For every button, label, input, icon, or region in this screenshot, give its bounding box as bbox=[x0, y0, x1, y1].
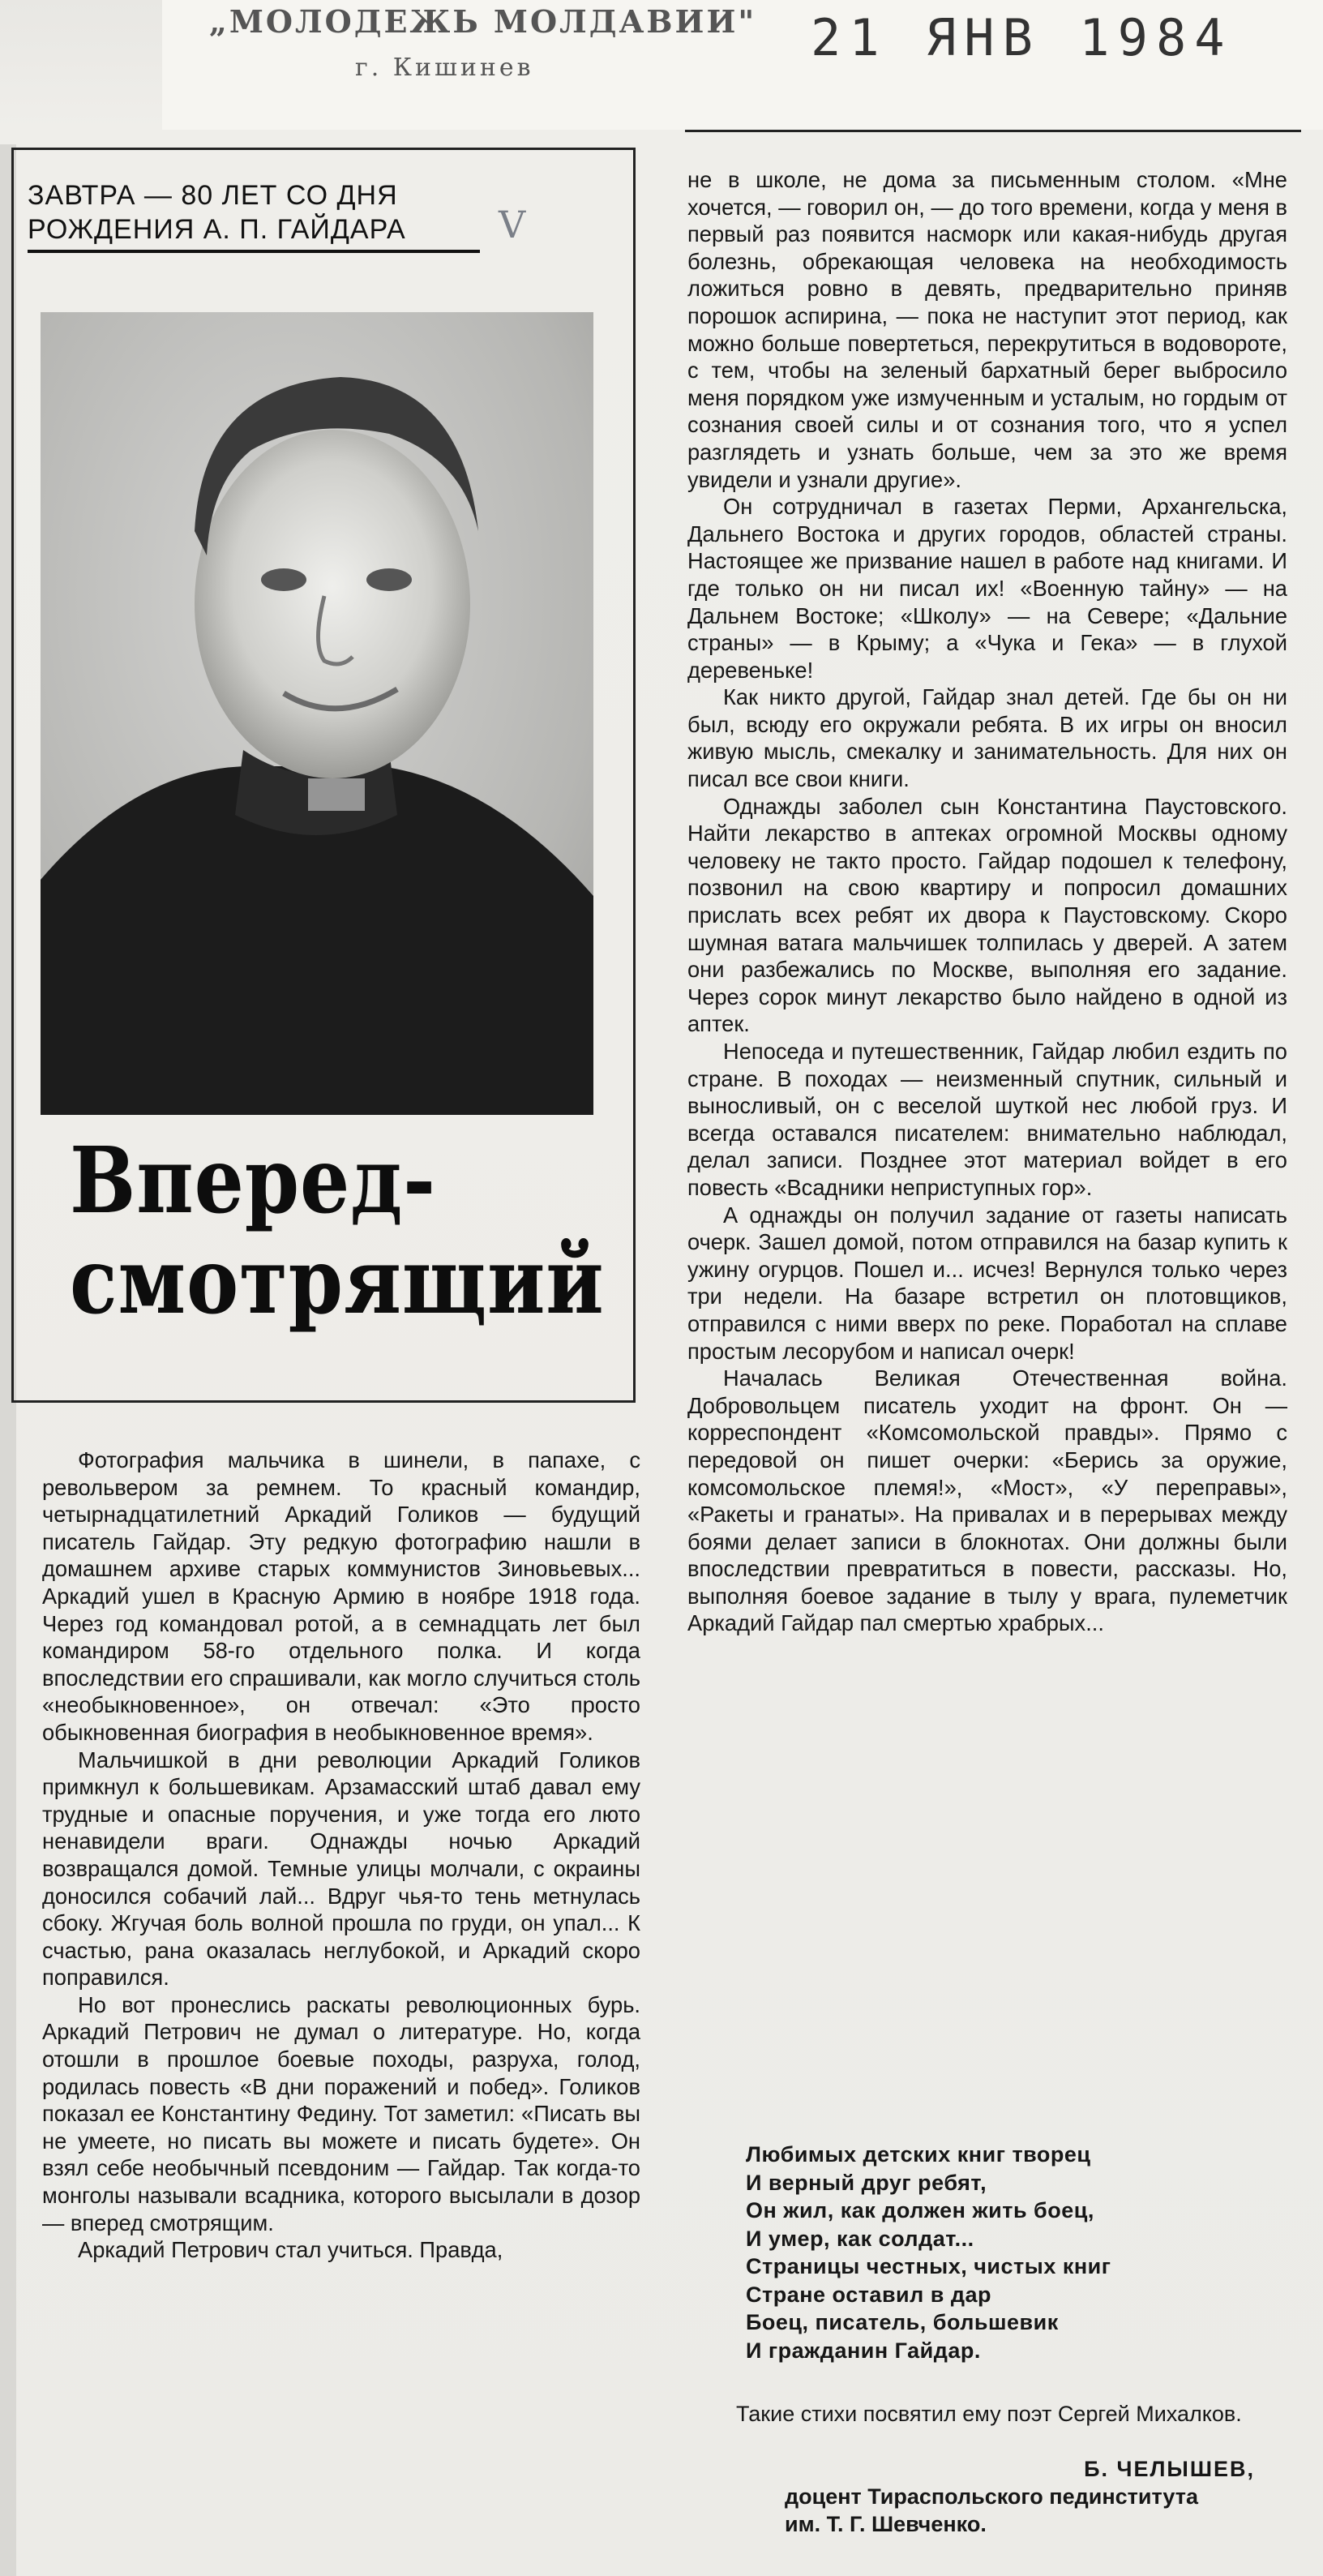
kicker-line-2: РОЖДЕНИЯ А. П. ГАЙДАРА bbox=[28, 214, 406, 245]
paragraph: Мальчишкой в дни революции Аркадий Голиков примкнул к большевикам. Арзамасский штаб давал ему трудные и опасные поручения, и уже тогда его люто ненавидели враги. Однажды ночью Аркадий возвращался домой. Темные улицы молчали, с окраины доносился собачий лай... Вдруг чья-то тень метнулась сбоку. Жгучая боль волной прошла по груди, он упал... К счастью, рана оказалась неглубокой, и Аркадий скоро поправился. bbox=[42, 1747, 640, 1991]
author-title-2: им. Т. Г. Шевченко. bbox=[785, 2512, 987, 2536]
poem-line: Страницы честных, чистых книг bbox=[746, 2254, 1111, 2278]
paragraph: Началась Великая Отечественная война. Добровольцем писатель уходит на фронт. Он — корреспондент «Комсомольской правды». Прямо с передовой он пишет очерки: «Берись за оружие, комсомольское племя!», «Мост», «У переправы», «Ракеты и гранаты». На привалах и в перерывах между боями делает записи в блокнотах. Они должны были впоследствии превратиться в повести, рассказы. Но, выполняя боевое задание в тылу у врага, пулеметчик Аркадий Гайдар пал смертью храбрых... bbox=[687, 1365, 1287, 1636]
paragraph: А однажды он получил задание от газеты написать очерк. Зашел домой, потом отправился на базар купить к ужину огурцов. Пошел и... исчез! Вернулся только через три недели. На базаре встретил он плотовщиков, отправился с ними вверх по реке. Поработал на сплаве простым лесорубом и написал очерк! bbox=[687, 1202, 1287, 1364]
kicker-underline bbox=[28, 250, 480, 253]
paragraph: Он сотрудничал в газетах Перми, Архангельска, Дальнего Востока и других городов, областей страны. Настоящее же призвание нашел в работе над книгами. И где только он ни писал их! «Военную тайну» — на Дальнем Востоке; «Школу» — на Севере; «Дальние страны» — в Крыму; а «Чука и Гека» — в глухой деревеньке! bbox=[687, 494, 1287, 683]
poem-line: И умер, как солдат... bbox=[746, 2226, 974, 2251]
paragraph: не в школе, не дома за письменным столом. «Мне хочется, — говорил он, — до того времени, когда у меня в первый раз появится насморк или какая-нибудь другая болезнь, обрекающая человека на необходимость ложиться ровно в девять, предварительно приняв порошок аспирина, — пока не наступит этот период, как можно больше повертеться, перекрутиться в водовороте, с тем, чтобы на зеленый бархатный берег выбросило меня порядком уже измученным и усталым, но гордым от сознания своей силы и от сознания того, что я успел разглядеть и узнать больше, чем за это же время увидели и узнали другие». bbox=[687, 167, 1287, 492]
poem bbox=[746, 2141, 1248, 2364]
portrait-image bbox=[41, 312, 593, 1115]
portrait-photo bbox=[41, 312, 593, 1115]
paragraph: Фотография мальчика в шинели, в папахе, с револьвером за ремнем. То красный командир, четырнадцатилетний Аркадий Голиков — будущий писатель Гайдар. Эту редкую фотографию нашли в домашнем архиве старых коммунистов Зиновьевых... Аркадий ушел в Красную Армию в ноябре 1918 года. Через год командовал ротой, а в семнадцать лет был командиром 58-го отдельного полка. И когда впоследствии его спрашивали, как могло случиться столь «необыкновенное», он отвечал: «Это просто обыкновенная биография в необыкновенное время». bbox=[42, 1447, 640, 1745]
poem-line: Он жил, как должен жить боец, bbox=[746, 2198, 1094, 2222]
paragraph: Аркадий Петрович стал учиться. Правда, bbox=[78, 2237, 503, 2263]
poem-line: И гражданин Гайдар. bbox=[746, 2338, 981, 2363]
headline bbox=[70, 1128, 605, 1335]
paragraph: Однажды заболел сын Константина Паустовского. Найти лекарство в аптеках огромной Москвы одному человеку не такто просто. Гайдар подошел к телефону, позвонил на свою квартиру и попросил домашних прислать всех ребят их двора к Паустовскому. Скоро шумная ватага мальчишек толпилась у дверей. А затем они разбежались по Москве, выполняя его задание. Через сорок минут лекарство было найдено в одной из аптек. bbox=[687, 793, 1287, 1037]
stamp-newspaper-name: „МОЛОДЕЖЬ МОЛДАВИИ" bbox=[209, 3, 757, 40]
article-column-2 bbox=[687, 166, 1287, 1637]
headline-line-1: Вперед- bbox=[70, 1128, 437, 1234]
poem-line: Боец, писатель, большевик bbox=[746, 2310, 1059, 2334]
headline-line-2: смотрящий bbox=[70, 1228, 605, 1335]
stamp-date: 21 ЯНВ 1984 bbox=[811, 8, 1233, 67]
paragraph: Но вот пронеслись раскаты революционных бурь. Аркадий Петрович не думал о литературе. Но, когда отошли в прошлое боевые походы, разруха, голод, родилась повесть «В дни поражений и побед». Голиков показал ее Константину Федину. Тот заметил: «Писать вы не умеете, но писать вы можете и писать будете». Он взял себе необычный псевдоним — Гайдар. Так когда-то монголы называли всадника, которого высылали в дозор — вперед смотрящим. bbox=[42, 1991, 640, 2235]
poem-line: И верный друг ребят, bbox=[746, 2170, 987, 2195]
column-top-rule bbox=[685, 130, 1301, 132]
poem-line: Стране оставил в дар bbox=[746, 2282, 992, 2307]
author-name: Б. ЧЕЛЫШЕВ, bbox=[1084, 2457, 1255, 2481]
poem-line: Любимых детских книг творец bbox=[746, 2142, 1091, 2167]
kicker bbox=[28, 178, 514, 246]
article-column-1 bbox=[42, 1447, 640, 2264]
kicker-line-1: ЗАВТРА — 80 ЛЕТ СО ДНЯ bbox=[28, 180, 398, 211]
stamp-city: г. Кишинев bbox=[355, 54, 534, 82]
author-title-1: доцент Тираспольского пединститута bbox=[785, 2484, 1198, 2509]
paragraph: Непоседа и путешественник, Гайдар любил ездить по стране. В походах — неизменный спутник, сильный и выносливый, он с веселой шуткой нес любой груз. И всегда оставался писателем: внимательно наблюдал, делал записи. Позднее этот материал войдет в его повесть «Всадники неприступных гор». bbox=[687, 1039, 1287, 1200]
closing-note bbox=[687, 2400, 1287, 2428]
paragraph: Как никто другой, Гайдар знал детей. Где бы он ни был, всюду его окружали ребята. В их игры он вносил живую мысль, смекалку и занимательность. Для них он писал все свои книги. bbox=[687, 684, 1287, 792]
byline bbox=[687, 2455, 1287, 2538]
closing-paragraph: Такие стихи посвятил ему поэт Сергей Михалков. bbox=[736, 2402, 1242, 2426]
pencil-check-mark: V bbox=[499, 203, 526, 246]
